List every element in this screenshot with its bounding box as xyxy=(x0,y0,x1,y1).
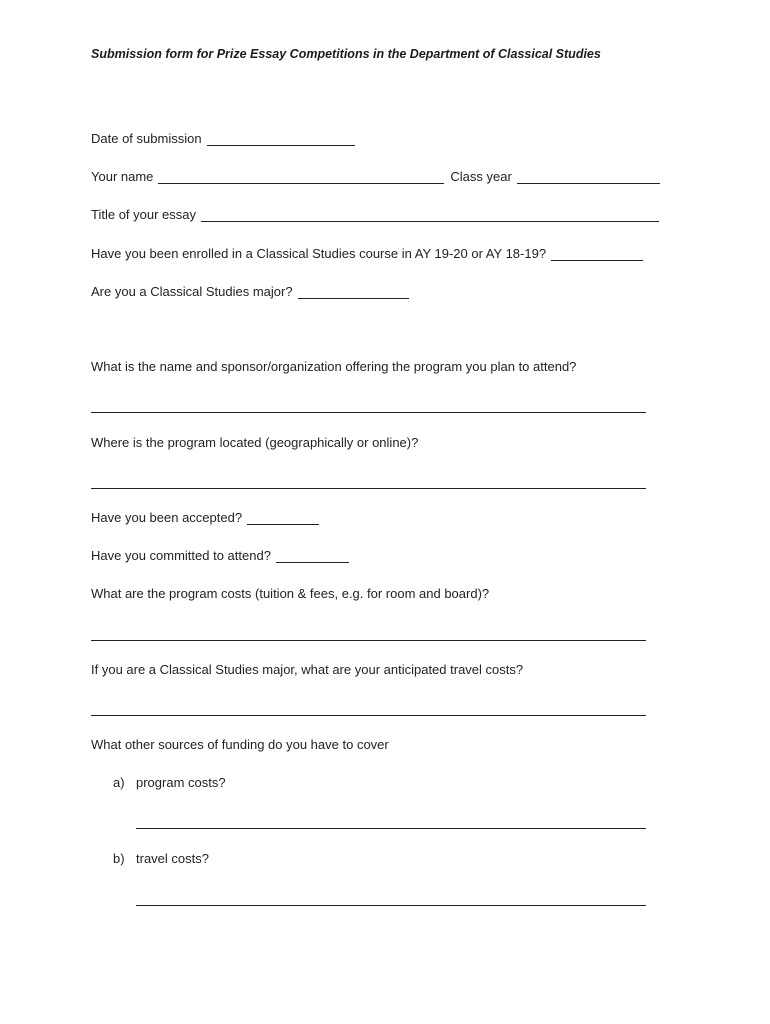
accepted-question: Have you been accepted? xyxy=(91,510,243,525)
funding-row xyxy=(91,737,389,752)
date-field[interactable] xyxy=(207,133,355,146)
list-marker: a) xyxy=(113,775,125,790)
enrolled-question: Have you been enrolled in a Classical Studies course in AY 19-20 or AY 18-19? xyxy=(91,246,547,261)
program-sponsor-question: What is the name and sponsor/organization offering the program you plan to attend? xyxy=(91,359,577,374)
committed-question: Have you committed to attend? xyxy=(91,548,271,563)
travel-costs-field[interactable] xyxy=(91,715,646,716)
program-location-question: Where is the program located (geographically or online)? xyxy=(91,435,419,450)
funding-item-label: program costs? xyxy=(136,775,226,790)
class-year-field[interactable] xyxy=(517,171,660,184)
program-location-field[interactable] xyxy=(91,488,646,489)
funding-question: What other sources of funding do you have to cover xyxy=(91,737,389,752)
essay-title-row xyxy=(91,207,659,222)
name-row xyxy=(91,169,660,184)
date-label: Date of submission xyxy=(91,131,202,146)
major-field[interactable] xyxy=(298,286,409,299)
funding-item-label: travel costs? xyxy=(136,851,209,866)
funding-travel-field[interactable] xyxy=(136,905,646,906)
major-row xyxy=(91,284,409,299)
funding-item-program xyxy=(91,775,226,790)
name-label: Your name xyxy=(91,169,154,184)
accepted-row xyxy=(91,510,319,525)
form-title: Submission form for Prize Essay Competitions in the Department of Classical Studies xyxy=(91,47,601,61)
program-sponsor-row xyxy=(91,359,576,374)
essay-title-field[interactable] xyxy=(201,209,659,222)
essay-title-label: Title of your essay xyxy=(91,207,197,222)
program-costs-row xyxy=(91,586,489,601)
program-location-row xyxy=(91,435,418,450)
accepted-field[interactable] xyxy=(247,512,319,525)
program-sponsor-field[interactable] xyxy=(91,412,646,413)
list-marker: b) xyxy=(113,851,125,866)
committed-field[interactable] xyxy=(276,550,349,563)
class-year-label: Class year xyxy=(450,169,512,184)
enrolled-field[interactable] xyxy=(551,248,643,261)
travel-costs-question: If you are a Classical Studies major, what are your anticipated travel costs? xyxy=(91,662,524,677)
committed-row xyxy=(91,548,349,563)
enrolled-row xyxy=(91,246,643,261)
major-question: Are you a Classical Studies major? xyxy=(91,284,293,299)
program-costs-question: What are the program costs (tuition & fees, e.g. for room and board)? xyxy=(91,586,490,601)
program-costs-field[interactable] xyxy=(91,640,646,641)
travel-costs-row xyxy=(91,662,523,677)
funding-item-travel xyxy=(91,851,209,866)
name-field[interactable] xyxy=(158,171,444,184)
date-row xyxy=(91,131,355,146)
funding-program-field[interactable] xyxy=(136,828,646,829)
